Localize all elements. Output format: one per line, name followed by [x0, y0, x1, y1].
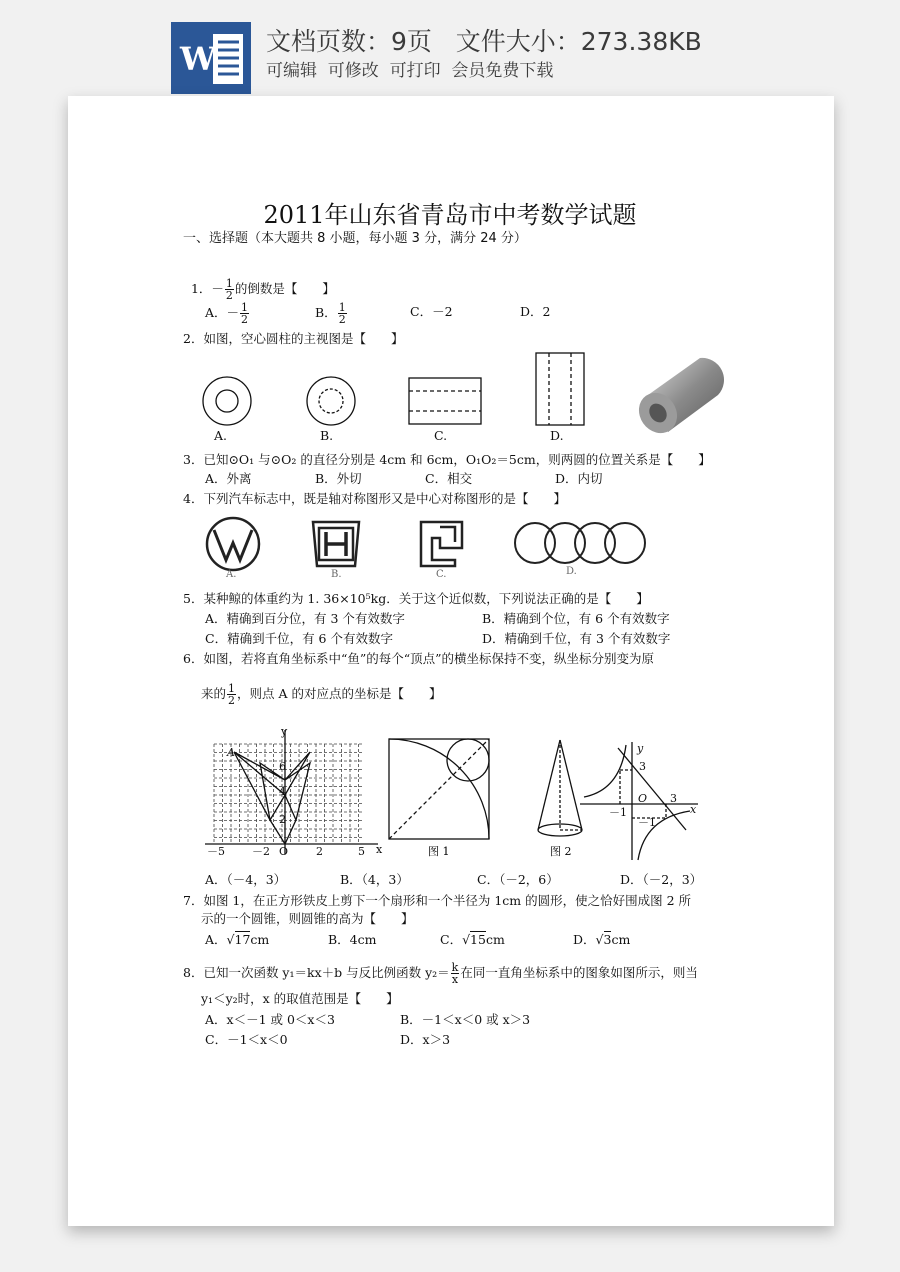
q6-frac-den: 2: [228, 694, 236, 707]
figure-2-caption: 图 2: [550, 845, 572, 858]
section-heading: 一、选择题（本大题共 8 小题，每小题 3 分，满分 24 分）: [183, 231, 527, 246]
q6-frac-num: 1: [228, 682, 236, 695]
q4-label-d: D.: [566, 566, 577, 577]
q4-label-a: A.: [226, 569, 237, 580]
q7-c-radicand: 15: [470, 932, 486, 947]
hyp-label-3x: 3: [670, 792, 677, 805]
q7-c-prefix: C．: [440, 932, 463, 947]
q2-label-c: C.: [434, 428, 448, 443]
sqrt-icon: √: [462, 932, 471, 947]
q8-frac-num: k: [451, 961, 459, 974]
question-7: 7．如图 1，在正方形铁皮上剪下一个扇形和一个半径为 1cm 的圆形，使之恰好围成图 2 所: [183, 893, 692, 908]
sqrt-icon: √: [226, 932, 235, 947]
question-8-line2: y₁＜y₂时，x 的取值范围是【 】: [201, 991, 399, 1006]
question-4: 4．下列汽车标志中，既是轴对称图形又是中心对称图形的是【 】: [183, 491, 566, 506]
q7-d-prefix: D．: [573, 932, 596, 947]
grid-label-4: 4: [279, 785, 286, 798]
q8-option-b: B．－1＜x＜0 或 x＞3: [400, 1012, 531, 1027]
grid-label-m2: －2: [252, 845, 270, 858]
q7-option-a: [205, 932, 269, 948]
q1-option-c: C．－2: [410, 304, 453, 319]
q1-b-num: 1: [338, 301, 346, 314]
q6-line2-suffix: ，则点 A 的对应点的坐标是【 】: [237, 686, 442, 701]
grid-label-a: A: [227, 746, 235, 759]
q4-label-b: B.: [331, 569, 342, 580]
grid-label-2: 2: [279, 813, 286, 826]
q5-option-b: B．精确到个位，有 6 个有效数字: [482, 611, 670, 626]
hyp-label-m1y: －1: [638, 816, 656, 829]
q2-label-a: A.: [214, 428, 228, 443]
q6-line2-prefix: 来的: [201, 686, 227, 701]
grid-label-o: O: [279, 845, 289, 858]
q3-option-d: D．内切: [555, 471, 603, 486]
q7-option-d: [573, 932, 630, 948]
question-5: 5．某种鲸的体重约为 1. 36×10⁵kg．关于这个近似数，下列说法正确的是【 】: [183, 591, 649, 606]
q8-option-d: D．x＞3: [400, 1032, 451, 1047]
q1-a-prefix: A．－: [205, 305, 240, 320]
q1-frac-num: 1: [225, 277, 233, 290]
hyp-label-o: O: [638, 792, 648, 805]
q3-option-a: A．外离: [205, 471, 252, 486]
q2-label-d: D.: [550, 428, 564, 443]
hyp-label-x: x: [690, 803, 697, 816]
q1-a-num: 1: [241, 301, 249, 314]
q1-suffix: 的倒数是【 】: [234, 281, 335, 296]
sqrt-icon: √: [595, 932, 604, 947]
q5-option-c: C．精确到千位，有 6 个有效数字: [205, 631, 393, 646]
q2-label-b: B.: [320, 428, 334, 443]
q7-option-b: B．4cm: [328, 932, 377, 947]
question-3: 3．已知⊙O₁ 与⊙O₂ 的直径分别是 4cm 和 6cm，O₁O₂＝5cm，则两圆的位置关系是【 】: [183, 452, 711, 467]
q5-option-a: A．精确到百分位，有 3 个有效数字: [205, 611, 405, 626]
q1-frac-den: 2: [225, 289, 233, 302]
question-7-line2: 示的一个圆锥，则圆锥的高为【 】: [201, 911, 414, 926]
q1-b-den: 2: [338, 313, 346, 326]
q3-option-b: B．外切: [315, 471, 362, 486]
q7-option-c: [440, 932, 505, 948]
q1-b-prefix: B．: [315, 305, 337, 320]
q7-c-unit: cm: [485, 932, 505, 947]
figure-2-cone: [538, 740, 582, 836]
grid-label-p5: 5: [358, 845, 365, 858]
hyp-label-y: y: [637, 742, 644, 755]
q8-option-a: A．x＜－1 或 0＜x＜3: [205, 1012, 335, 1027]
file-features-text: 可编辑 可修改 可打印 会员免费下载: [266, 61, 554, 81]
word-icon-letter: W: [180, 40, 216, 78]
file-info-text: 文档页数：9页 文件大小：273.38KB: [266, 27, 702, 56]
q7-d-radicand: 3: [603, 932, 612, 947]
question-8: [183, 962, 698, 985]
grid-label-x: x: [376, 843, 383, 856]
q5-option-d: D．精确到千位，有 3 个有效数字: [482, 631, 671, 646]
figure-1-square: [389, 739, 489, 839]
question-6: 6．如图，若将直角坐标系中“鱼”的每个“顶点”的横坐标保持不变，纵坐标分别变为原: [183, 651, 655, 666]
grid-label-m5: －5: [207, 845, 225, 858]
q8-frac-den: x: [451, 973, 459, 986]
exam-title: 2011年山东省青岛市中考数学试题: [263, 201, 637, 229]
grid-label-6: 6: [279, 760, 286, 773]
figure-1-caption: 图 1: [428, 845, 450, 858]
q6-option-c: C．（－2，6）: [477, 872, 559, 887]
hyp-label-3y: 3: [639, 760, 646, 773]
q6-option-b: B．（4，3）: [340, 872, 409, 887]
question-2: 2．如图，空心圆柱的主视图是【 】: [183, 331, 404, 346]
q3-option-c: C．相交: [425, 471, 473, 486]
q8-prefix: 8．已知一次函数 y₁＝kx＋b 与反比例函数 y₂＝: [183, 965, 450, 980]
q6-option-d: D．（－2，3）: [620, 872, 703, 887]
q7-d-unit: cm: [611, 932, 631, 947]
q6-option-a: A．（－4，3）: [205, 872, 287, 887]
q8-option-c: C．－1＜x＜0: [205, 1032, 288, 1047]
q8-fraction: [451, 962, 460, 985]
q1-a-den: 2: [241, 313, 249, 326]
q7-a-unit: cm: [250, 932, 270, 947]
q7-a-radicand: 17: [234, 932, 251, 947]
grid-label-p2: 2: [316, 845, 323, 858]
q1-prefix: 1．－: [190, 281, 224, 296]
q7-a-prefix: A．: [205, 932, 227, 947]
fish-grid-figure: [205, 725, 383, 858]
q8-suffix: 在同一直角坐标系中的图象如图所示，则当: [460, 965, 698, 980]
q4-label-c: C.: [436, 569, 447, 580]
hyp-label-m1x: －1: [609, 806, 627, 819]
q1-option-d: D．2: [520, 304, 551, 319]
grid-label-y: y: [281, 725, 288, 738]
